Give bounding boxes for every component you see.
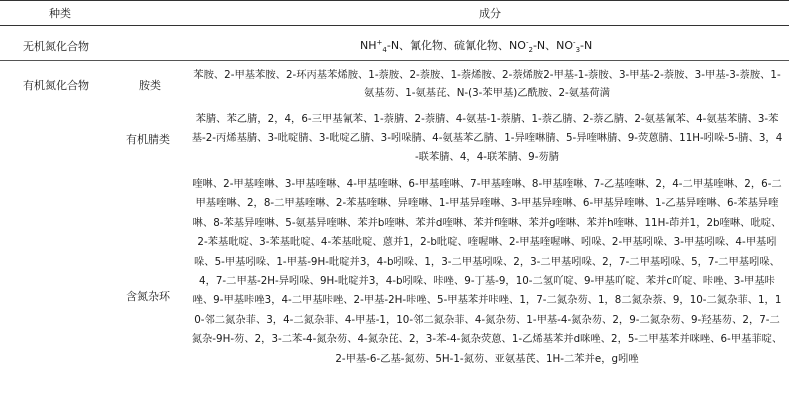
inorganic-content: $NH^+_4-N$、氰化物、硫氰化物、$NO^-_2-N$、$NO^-_3-N$ <box>360 38 593 55</box>
heterocycles-label: 含氮杂环 <box>126 290 170 303</box>
header-type: 种类 <box>49 7 71 20</box>
header-rule <box>0 25 789 26</box>
inorganic-rule <box>0 60 789 61</box>
header-component: 成分 <box>479 7 501 20</box>
organic-label: 有机氮化合物 <box>23 79 89 92</box>
inorganic-label: 无机氮化合物 <box>23 40 89 53</box>
nitriles-content: 苯腈、苯乙腈，2，4，6-三甲基氰苯、1-萘腈、2-萘腈、4-氨基-1-萘腈、1-萘乙腈、2-萘乙腈、2-氨基氰苯、4-氨基苯腈、3-苯基-2-丙烯基腈、3-吡啶腈、3-吡啶乙腈、3-吲哚腈、4-氨基苯乙腈、1-异喹啉腈、5-异喹啉腈、9-荧蒽腈、11H-吲哚-5-腈、3，4-联苯腈、4，4-联苯腈、9-芴腈 <box>191 113 783 163</box>
heterocycles-content: 喹啉、2-甲基喹啉、3-甲基喹啉、4-甲基喹啉、6-甲基喹啉、7-甲基喹啉、8-甲基喹啉、7-乙基喹啉、2，4-二甲基喹啉、2，6-二甲基喹啉、2，8-二甲基喹啉、2-苯基喹啉、异喹啉、1-甲基异喹啉、3-甲基异喹啉、6-甲基异喹啉、1-乙基异喹啉、6-苯基异喹啉、8-苯基异喹啉、5-氨基异喹啉、苯并b喹啉、苯并d喹啉、苯并f喹啉、苯并g喹啉、苯并h喹啉、11H-茚并1，2b喹啉、吡啶、2-苯基吡啶、3-苯基吡啶、4-苯基吡啶、蒽并1，2-b吡啶、喹喔啉、2-甲基喹喔啉、吲哚、2-甲基吲哚、3-甲基吲哚、4-甲基吲哚、5-甲基吲哚、1-甲基-9H-吡啶并3，4-b吲哚、1，3-二甲基吲哚、2，3-二甲基吲哚、2，7-二甲基吲哚、5，7-二甲基吲哚、4，7-二甲基-2H-异吲哚、9H-吡啶并3，4-b吲哚、咔唑、9-丁基-9，10-二氢吖啶、9-甲基吖啶、苯并c吖啶、咔唑、3-甲基咔唑、9-甲基咔唑3，4-二甲基咔唑、2-甲基-2H-咔唑、5-甲基苯并咔唑、1，7-二氮杂芴、1，8二氮杂萘、9，10-二氮杂菲、1，10-邻二氮杂菲、3，4-二氮杂菲、4-甲基-1，10-邻二氮杂菲、4-氮杂芴、1-甲基-4-氮杂芴、2，9-二氮杂芴、9-羟基芴、2，7-二氮杂-9H-芴、2，3-二苯-4-氮杂芴、4-氮杂芘、2，3-苯-4-氮杂荧蒽、1-乙烯基苯并d咪唑、2，5-二甲基苯并咪唑、6-甲基菲啶、2-甲基-6-乙基-氮芴、5H-1-氮芴、亚氨基芪、1H-二苯并e，g吲唑 <box>191 178 783 365</box>
amines-content: 苯胺、2-甲基苯胺、2-环丙基苯烯胺、1-萘胺、2-萘胺、1-萘烯胺、2-萘烯胺2-甲基-1-萘胺、3-甲基-2-萘胺、3-甲基-3-萘胺、1-氨基芴、1-氨基芘、N-(3-苯甲基)乙酰胺、2-氨基荷满 <box>193 69 781 99</box>
table-top-rule <box>0 0 789 1</box>
amines-label: 胺类 <box>139 79 161 92</box>
nitriles-label: 有机腈类 <box>126 133 170 146</box>
